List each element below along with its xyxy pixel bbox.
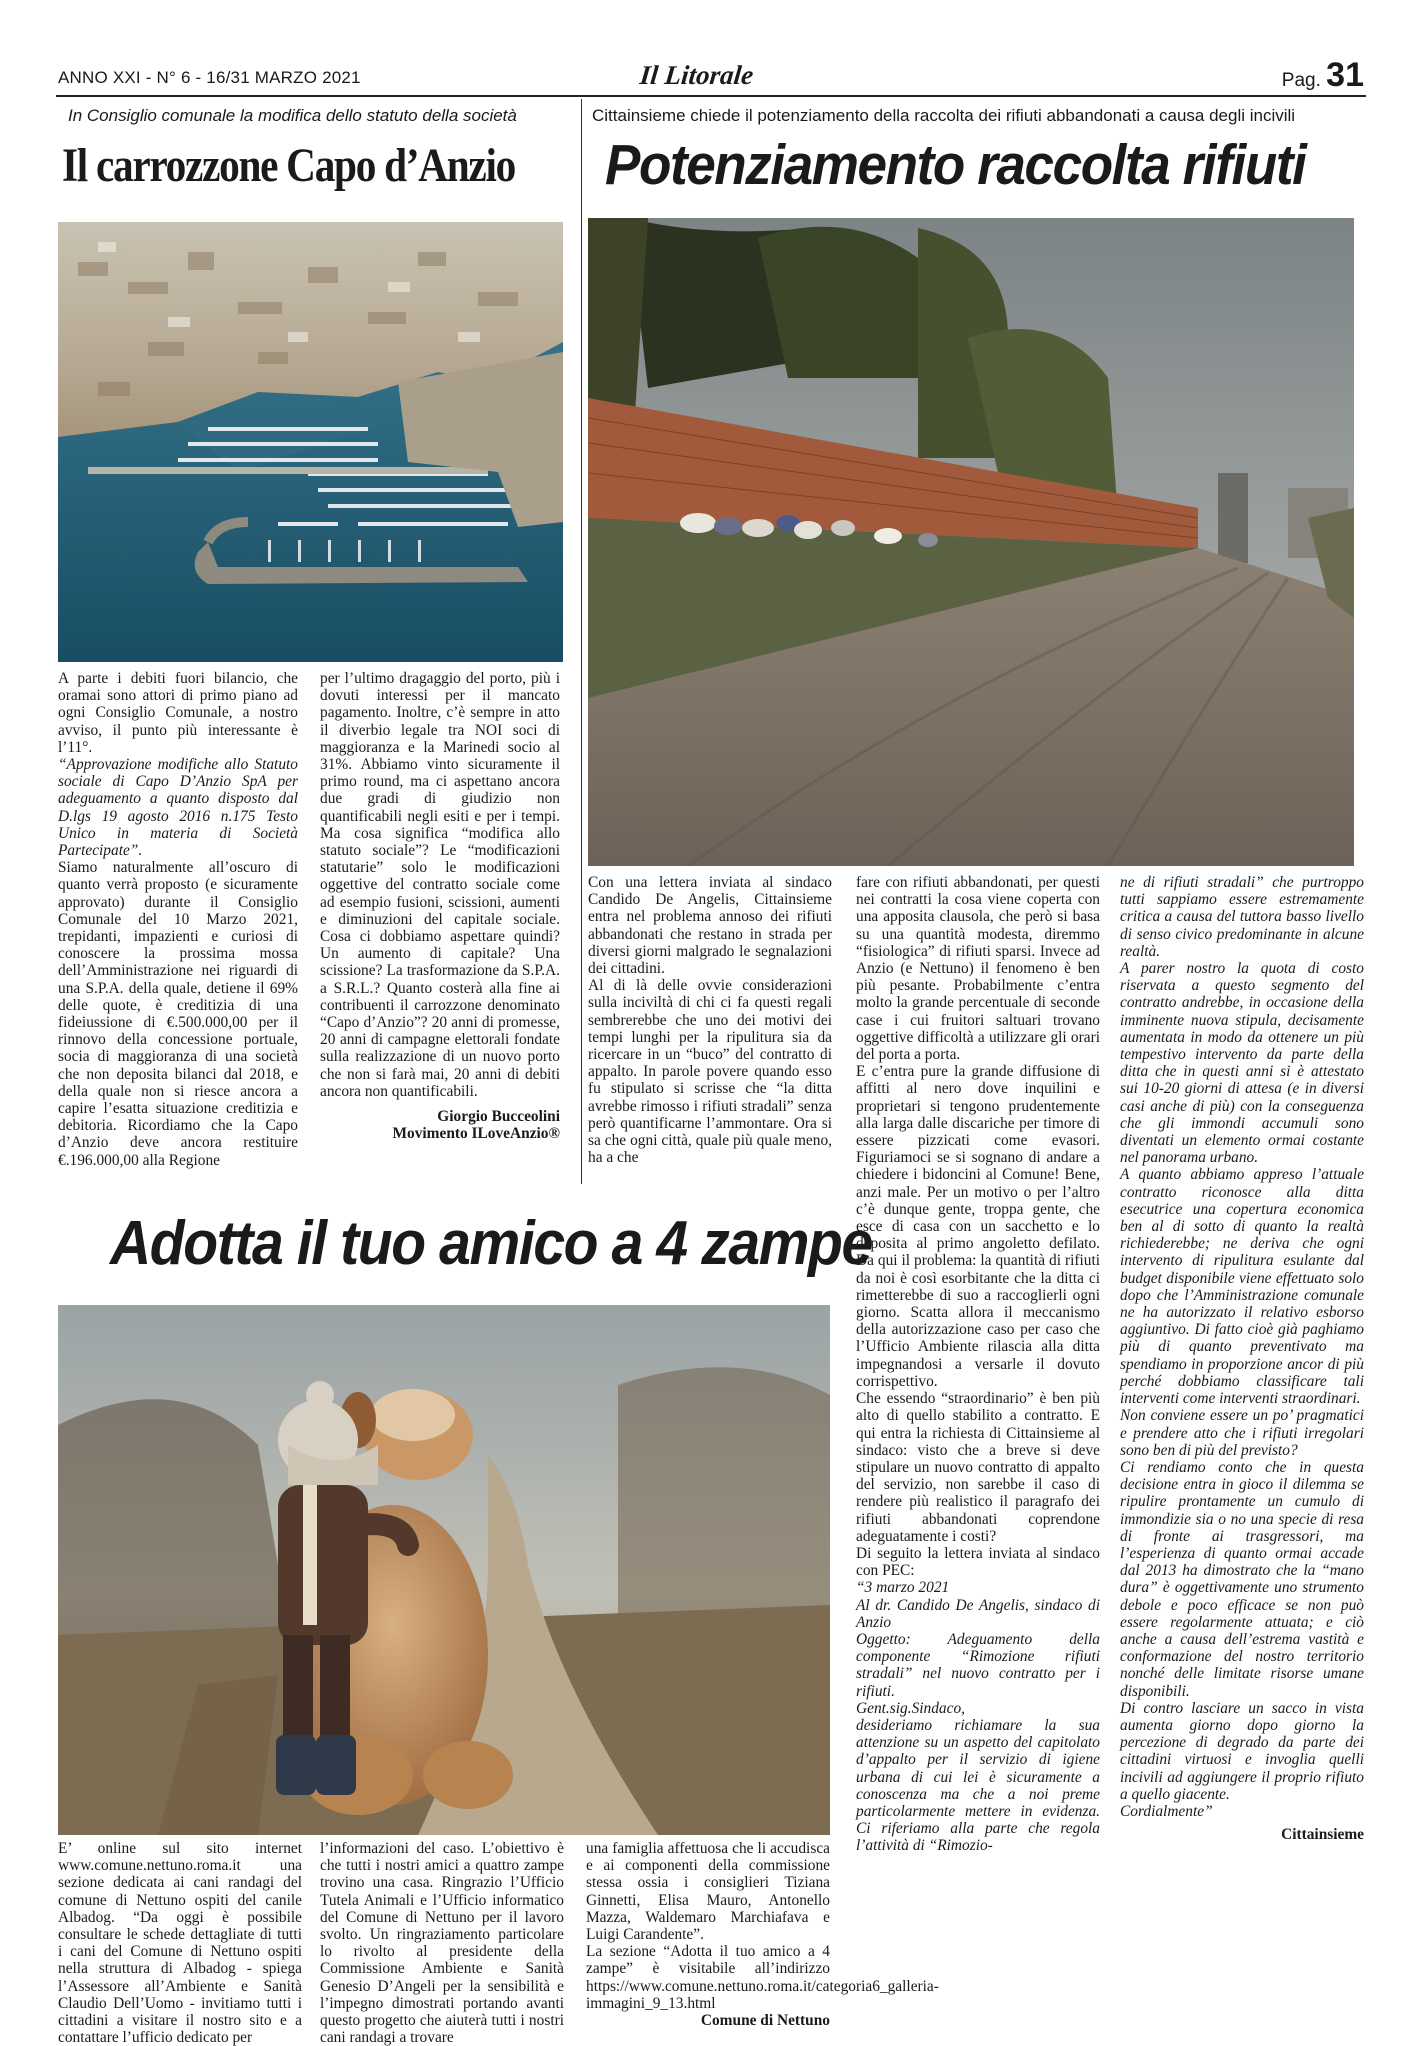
rifiuti-headline: Potenziamento raccolta rifiuti — [605, 133, 1306, 197]
page-number — [1282, 56, 1364, 95]
capo-quote: “Approvazione modifiche allo Statuto sociale di Capo D’Anzio SpA per adeguamento a quanto disposto dal D.lgs 19 agosto 2016 n.175 Testo Unico in materia di Società Partecipate”. — [58, 756, 298, 860]
capo-headline: Il carrozzone Capo d’Anzio — [62, 139, 515, 192]
rifiuti-column-3 — [1120, 874, 1364, 1843]
letter-body: Ci rendiamo conto che in questa decisione entra in gioco il dilemma se ripulire prontamente un cumulo di immondizie sia o no una specie di resa di fronte ai trasgressori, ma l’esperienza di quanto ormai accade dal 2013 ha dimostrato che la “mano dura” è oggettivamente uno strumento debole e poco efficace se non può essere regolarmente attuata; e ciò anche a causa dell’estrema vastità e conformazione del nostro territorio nonché delle limitate risorse umane disponibili. — [1120, 1458, 1364, 1700]
capo-paragraph: A parte i debiti fuori bilancio, che oramai sono attori di primo piano ad ogni Consiglio Comunale, a nostro avviso, il punto più interessante è l’11°. — [58, 670, 298, 756]
page-number-value: 31 — [1326, 56, 1364, 94]
header-rule — [56, 95, 1366, 97]
road-garbage-photo — [588, 218, 1354, 866]
rifiuti-kicker: Cittainsieme chiede il potenziamento della raccolta dei rifiuti abbandonati a causa degli incivili — [592, 106, 1296, 125]
capo-author-org: Movimento ILoveAnzio® — [392, 1125, 560, 1143]
adotta-paragraph: La sezione “Adotta il tuo amico a 4 zampe” è visitabile all’indirizzo https://www.comune.nettuno.roma.it/categoria6_galleria-immagini_9_13.html — [586, 1943, 939, 2012]
letter-body: desideriamo richiamare la sua attenzione su un aspetto del capitolato d’appalto per il servizio di igiene urbana di cui lei è sicuramente a conoscenza ma che a noi preme particolarmente mettere in evidenza. Ci riferiamo alla parte che regola l’attività di “Rimozio- — [856, 1716, 1100, 1855]
adotta-column-1 — [58, 1840, 302, 2046]
letter-date: “3 marzo 2021 — [856, 1579, 950, 1597]
rifiuti-author: Cittainsieme — [1281, 1826, 1364, 1844]
harbor-aerial-photo — [58, 222, 563, 662]
letter-body: A parer nostro la quota di costo riservata a questo segmento del contratto andrebbe, in occasione della imminente nuova stipula, decisamente aumentata in modo da ottenere un più tempestivo intervento da parte della ditta che in questi anni si è attestato sui 10-20 giorni di attesa (e in diversi casi anche di più) con la conseguenza che gli immondi accumuli sono diventati un elemento ormai costante nel panorama urbano. — [1120, 960, 1364, 1167]
letter-body: Di contro lasciare un sacco in vista aumenta giorno dopo giorno la percezione di degrado da parte dei cittadini virtuosi e invoglia quelli incivili ad aggiungere il proprio rifiuto a quello giacente. — [1120, 1699, 1364, 1803]
adotta-column-3 — [586, 1840, 939, 2030]
issue-info: ANNO XXI - N° 6 - 16/31 MARZO 2021 — [58, 68, 361, 87]
letter-body: Non conviene essere un po’ pragmatici e prendere atto che i rifiuti irregolari sono ben di più del previsto? — [1120, 1407, 1364, 1459]
rifiuti-column-1 — [588, 874, 832, 1166]
letter-recipient: Al dr. Candido De Angelis, sindaco di Anzio — [856, 1596, 1100, 1631]
letter-subject: Oggetto: Adeguamento della componente “Rimozione rifiuti stradali” nel nuovo contratto per i rifiuti. — [856, 1630, 1100, 1700]
rifiuti-paragraph: Con una lettera inviata al sindaco Candido De Angelis, Cittainsieme entra nel problema annoso dei rifiuti abbandonati che restano in strada per diversi giorni malgrado le segnalazioni dei cittadini. — [588, 874, 832, 978]
adotta-headline: Adotta il tuo amico a 4 zampe — [110, 1209, 872, 1278]
harbor-aerial-illustration — [58, 222, 563, 662]
rifiuti-paragraph: fare con rifiuti abbandonati, per questi nei contratti la cosa viene coperta con una apposita clausola, che però si basa su una quantità modesta, diremmo “fisiologica” di rifiuti sparsi. Invece ad Anzio (e Nettuno) il fenomeno è ben più pesante. Probabilmente c’entra molto la grande percentuale di seconde case i cui fruitori saltuari trovano oggettive difficoltà a utilizzare gli orari del porta a porta. — [856, 874, 1100, 1064]
adotta-column-2 — [320, 1840, 564, 2046]
adotta-paragraph: E’ online sul sito internet www.comune.nettuno.roma.it una sezione dedicata ai cani randagi del comune di Nettuno ospiti del canile Albadog. “Da oggi è possibile consultare le schede dettagliate di tutti i cani del Comune di Nettuno ospiti nella struttura di Albadog - spiega l’Assessore all’Ambiente e Sanità Claudio Dell’Uomo - invitiamo tutti i cittadini a visitare il nostro sito e a contattare l’ufficio dedicato per — [58, 1840, 302, 2046]
adotta-paragraph: una famiglia affettuosa che li accudisca e ai componenti della commissione stessa ossia i consiglieri Tiziana Ginnetti, Elisa Mauro, Antonello Mazza, Waldemaro Marchiafava e Luigi Carandente”. — [586, 1840, 830, 1944]
rifiuti-paragraph: E c’entra pure la grande diffusione di affitti al nero dove inquilini e proprietari si tengono prudentemente alla larga dalle discariche per timore di essere pizzicati come evasori. Figuriamoci se si sognano di andare a chiedere i bidoncini al Comune! Bene, anzi male. Per un motivo o per l’altro c’è dunque gente, troppa gente, che esce di casa con un sacchetto e lo deposita al primo angoletto defilato. Da qui il problema: la quantità di rifiuti da noi è così esorbitante che la ditta ci rimetterebbe di suo a raccoglierli ogni giorno. Scatta allora il meccanismo della autorizzazione caso per caso che l’Ufficio Ambiente rilascia alla ditta impegnandosi a versarle il dovuto corrispettivo. — [856, 1063, 1100, 1390]
letter-body: A quanto abbiamo appreso l’attuale contratto riconosce alla ditta esecutrice una copertura economica ben al di sotto di quanto la realtà richiederebbe; ne deriva che ogni intervento di ripulitura esulante dal budget disponibile viene effettuato solo dopo che l’Amministrazione comunale ne ha autorizzato il relativo esborso aggiuntivo. Di fatto cioè già paghiamo più di quanto preventivato ma spendiamo in proporzione ancor di più perché dobbiamo classificare tali interventi come interventi straordinari. — [1120, 1166, 1364, 1408]
capo-author: Giorgio Bucceolini — [437, 1108, 560, 1126]
adotta-author: Comune di Nettuno — [700, 2012, 830, 2030]
rifiuti-paragraph: Che essendo “straordinario” è ben più alto di quello stabilito a contratto. E qui entra la richiesta di Cittainsieme al sindaco: visto che a breve si deve stipulare un nuovo contratto di appalto del servizio, non sarebbe il caso di rendere più realistico il paragrafo dei rifiuti abbandonati coprendone adeguatamente i costi? — [856, 1390, 1100, 1545]
rifiuti-paragraph: Al di là delle ovvie considerazioni sulla inciviltà di chi ci fa questi regali sembrerebbe che uno dei motivi dei tempi lunghi per la ripulitura sia da ricercare in un “buco” del contratto di appalto. In parole povere quando esso fu stipulato si scrisse che “la ditta avrebbe rimosso i rifiuti stradali” senza però quantificarne l’ammontare. Ora si sa che ogni città, quale più quale meno, ha a che — [588, 977, 832, 1167]
capo-paragraph: per l’ultimo dragaggio del porto, più i dovuti interessi per il mancato pagamento. Inoltre, c’è sempre in atto il diverbio legale tra NOI soci di maggioranza e la Marinedi socio al 31%. Abbiamo vinto sicuramente il primo round, ma ci aspettano ancora due gradi di giudizio non quantificabili negli esiti e per i tempi. Ma cosa significa “modifica allo statuto sociale”? Le “modificazioni statutarie” solo le modificazioni oggettive del contratto sociale come ad esempio fusioni, scissioni, aumenti e diminuzioni del capitale sociale. Cosa ci dobbiamo aspettare quindi? Un aumento di capitale? Una scissione? La trasformazione da S.P.A. a S.R.L.? Quanto costerà alla fine ai contribuenti il carrozzone denominato “Capo d’Anzio”? 20 anni di promesse, 20 anni di campagne elettorali fondate sulla realizzazione di un nuovo porto che non si farà mai, 20 anni di debiti ancora non quantificabili. — [320, 670, 560, 1100]
capo-kicker: In Consiglio comunale la modifica dello statuto della società — [68, 106, 517, 125]
capo-column-2 — [320, 670, 560, 1142]
adotta-paragraph: l’informazioni del caso. L’obiettivo è che tutti i nostri amici a quattro zampe trovino una casa. Ringrazio l’Ufficio Tutela Animali e l’Ufficio informatico del Comune di Nettuno per il lavoro svolto. Un ringraziamento particolare lo rivolto al presidente della Commissione Ambiente e Sanità Genesio D’Angeli per la sensibilità e l’impegno dimostrati portando avanti questo progetto che aiuterà tutti i nostri cani randagi a trovare — [320, 1840, 564, 2046]
masthead: Il Litorale — [638, 60, 755, 90]
rifiuti-paragraph: Di seguito la lettera inviata al sindaco con PEC: — [856, 1544, 1100, 1580]
capo-column-1 — [58, 670, 298, 1169]
rifiuti-column-2 — [856, 874, 1100, 1855]
letter-body: ne di rifiuti stradali” che purtroppo tutti sappiamo essere estremamente critica a causa del tuttora basso livello di senso civico predominante in alcune realtà. — [1120, 874, 1364, 960]
letter-closing: Cordialmente” — [1120, 1802, 1213, 1820]
capo-paragraph: Siamo naturalmente all’oscuro di quanto verrà proposto (e sicuramente approvato) durante il Consiglio Comunale del 10 Marzo 2021, trepidanti, impazienti e curiosi di conoscere la prossima mossa dell’Amministrazione nei riguardi di una S.P.A. della quale, detiene il 69% delle quote, è creditizia di una fideiussione di €.500.000,00 per il rinnovo della concessione portuale, socia di maggioranza di una società che non deposita bilanci dal 2018, e della quale non si riesce ancora a capire l’esatta situazione creditizia e debitoria. Ricordiamo che la Capo d’Anzio deve ancora restituire €.196.000,00 alla Regione — [58, 859, 298, 1169]
child-and-dog-illustration — [58, 1305, 830, 1835]
child-and-dog-photo — [58, 1305, 830, 1835]
page-label: Pag. — [1281, 70, 1321, 91]
column-divider — [581, 99, 582, 1184]
letter-salutation: Gent.sig.Sindaco, — [856, 1699, 966, 1717]
road-garbage-illustration — [588, 218, 1354, 866]
